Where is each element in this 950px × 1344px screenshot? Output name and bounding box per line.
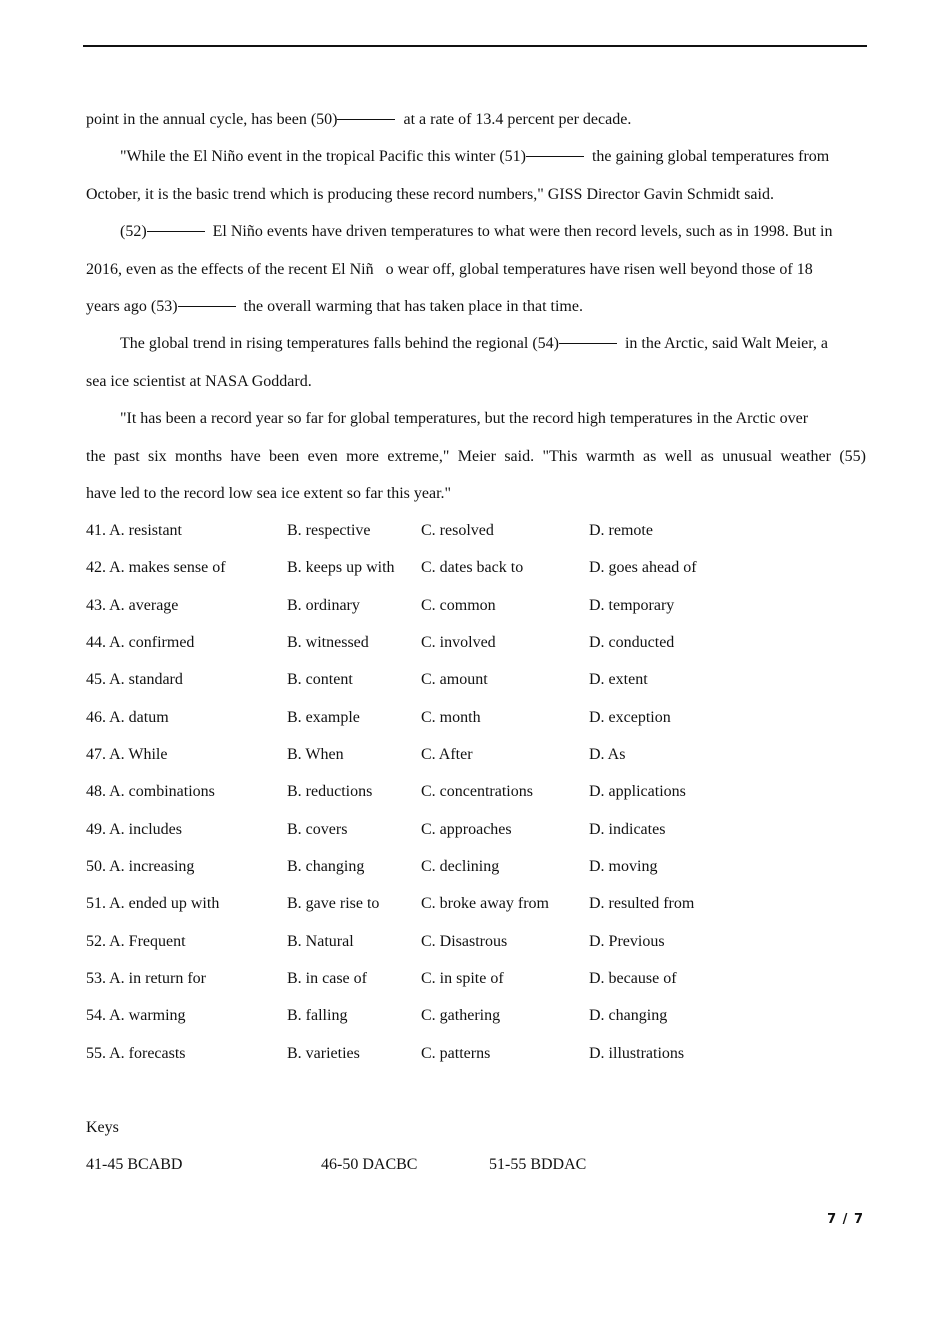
option-a: 52. A. Frequent [86, 932, 186, 950]
option-d: D. illustrations [589, 1044, 685, 1062]
option-a: 48. A. combinations [86, 783, 215, 801]
passage-line [86, 251, 866, 288]
passage-text: El Niño events have driven temperatures to what were then record levels, such as in 1998. But in [212, 223, 833, 241]
passage-line [86, 138, 866, 175]
option-d: D. extent [589, 671, 648, 689]
passage-text: October, it is the basic trend which is producing these record numbers," GISS Director Gavin Schmidt said. [86, 185, 774, 203]
option-b: B. falling [287, 1007, 348, 1025]
option-c: C. concentrations [421, 783, 533, 801]
option-a: 43. A. average [86, 596, 179, 614]
option-c: C. common [421, 596, 496, 614]
option-c: C. approaches [421, 820, 512, 838]
passage-line [86, 176, 866, 213]
question-row-45 [86, 661, 866, 698]
option-a: 42. A. makes sense of [86, 559, 226, 577]
option-b: B. covers [287, 820, 348, 838]
option-b: B. varieties [287, 1044, 360, 1062]
option-b: B. Natural [287, 932, 354, 950]
option-a: 47. A. While [86, 746, 168, 764]
option-d: D. moving [589, 858, 658, 876]
passage-text: "While the El Niño event in the tropical Pacific this winter (51) [120, 148, 526, 166]
passage-line [86, 400, 866, 437]
option-d: D. temporary [589, 596, 675, 614]
question-row-44 [86, 624, 866, 661]
question-row-48 [86, 773, 866, 810]
option-b: B. witnessed [287, 634, 369, 652]
passage-text: "It has been a record year so far for global temperatures, but the record high temperatures in the Arctic over [120, 410, 809, 428]
question-row-54 [86, 997, 866, 1034]
option-d: D. applications [589, 783, 686, 801]
passage-text: years ago (53) [86, 297, 178, 315]
option-d: D. As [589, 746, 626, 764]
question-row-46 [86, 699, 866, 736]
passage-line [86, 475, 866, 512]
answer-key-51-55: 51-55 BDDAC [489, 1156, 587, 1173]
passage-line [86, 363, 866, 400]
passage-text: in the Arctic, said Walt Meier, a [624, 335, 829, 353]
answer-key-41-45: 41-45 BCABD [86, 1156, 183, 1173]
option-b: B. in case of [287, 970, 367, 988]
option-d: D. conducted [589, 634, 675, 652]
question-row-50 [86, 848, 866, 885]
question-row-55 [86, 1035, 866, 1072]
question-row-52 [86, 923, 866, 960]
option-a: 55. A. forecasts [86, 1044, 186, 1062]
option-b: B. respective [287, 522, 371, 539]
answer-blank-52 [147, 231, 205, 232]
passage-text: have led to the record low sea ice extent so far this year." [86, 484, 452, 502]
passage-text: 2016, even as the effects of the recent El Niñ o wear off, global temperatures have risen well beyond those of 18 [86, 260, 813, 278]
option-c: C. broke away from [421, 895, 549, 913]
option-b: B. keeps up with [287, 559, 395, 577]
keys-heading: Keys [86, 1119, 119, 1136]
passage-line [86, 325, 866, 362]
answer-blank-51 [526, 156, 584, 157]
option-a: 50. A. increasing [86, 858, 195, 876]
option-a: 41. A. resistant [86, 522, 182, 539]
option-b: B. When [287, 746, 344, 764]
passage-text: The global trend in rising temperatures falls behind the regional (54) [120, 335, 559, 353]
option-c: C. patterns [421, 1044, 491, 1062]
option-c: C. resolved [421, 522, 494, 539]
option-d: D. changing [589, 1007, 668, 1025]
passage-text: point in the annual cycle, has been (50) [86, 111, 338, 128]
question-row-53 [86, 960, 866, 997]
option-d: D. because of [589, 970, 677, 988]
passage-line: the past six months have been even more extreme," Meier said. "This warmth as well as unusual weather (55) [86, 447, 866, 465]
header-rule [83, 45, 867, 47]
passage-text: the gaining global temperatures from [591, 148, 830, 166]
question-row-47 [86, 736, 866, 773]
option-a: 54. A. warming [86, 1007, 186, 1025]
option-b: B. ordinary [287, 596, 360, 614]
option-a: 49. A. includes [86, 820, 182, 838]
option-b: B. changing [287, 858, 365, 876]
option-d: D. remote [589, 522, 653, 539]
option-c: C. gathering [421, 1007, 501, 1025]
option-d: D. indicates [589, 820, 666, 838]
option-b: B. content [287, 671, 353, 689]
option-c: C. month [421, 708, 481, 726]
answer-key-46-50: 46-50 DACBC [321, 1156, 418, 1173]
option-c: C. After [421, 746, 473, 764]
page-number: 7 / 7 [827, 1212, 864, 1227]
option-a: 45. A. standard [86, 671, 183, 689]
option-d: D. resulted from [589, 895, 695, 913]
option-a: 53. A. in return for [86, 970, 206, 988]
passage-line [86, 213, 866, 250]
option-c: C. dates back to [421, 559, 524, 577]
option-d: D. exception [589, 708, 671, 726]
option-b: B. reductions [287, 783, 373, 801]
option-c: C. declining [421, 858, 500, 876]
option-a: 46. A. datum [86, 708, 169, 726]
question-row-42 [86, 549, 866, 586]
answer-blank-54 [559, 343, 617, 344]
option-d: D. goes ahead of [589, 559, 697, 577]
option-d: D. Previous [589, 932, 665, 950]
option-a: 44. A. confirmed [86, 634, 195, 652]
question-row-51 [86, 885, 866, 922]
answer-blank-50 [337, 119, 395, 120]
passage-text: (52) [120, 223, 147, 241]
passage-text: at a rate of 13.4 percent per decade. [403, 111, 632, 128]
option-c: C. in spite of [421, 970, 504, 988]
passage [86, 101, 866, 512]
answer-blank-53 [178, 306, 236, 307]
passage-line [86, 101, 866, 138]
question-options [86, 512, 866, 1072]
option-c: C. involved [421, 634, 496, 652]
question-row-49 [86, 811, 866, 848]
option-b: B. gave rise to [287, 895, 380, 913]
option-b: B. example [287, 708, 360, 726]
option-c: C. amount [421, 671, 488, 689]
passage-text: sea ice scientist at NASA Goddard. [86, 372, 312, 390]
passage-line [86, 288, 866, 325]
passage-text: the overall warming that has taken place in that time. [243, 297, 583, 315]
option-c: C. Disastrous [421, 932, 508, 950]
question-row-43 [86, 587, 866, 624]
option-a: 51. A. ended up with [86, 895, 220, 913]
question-row-41 [86, 512, 866, 549]
